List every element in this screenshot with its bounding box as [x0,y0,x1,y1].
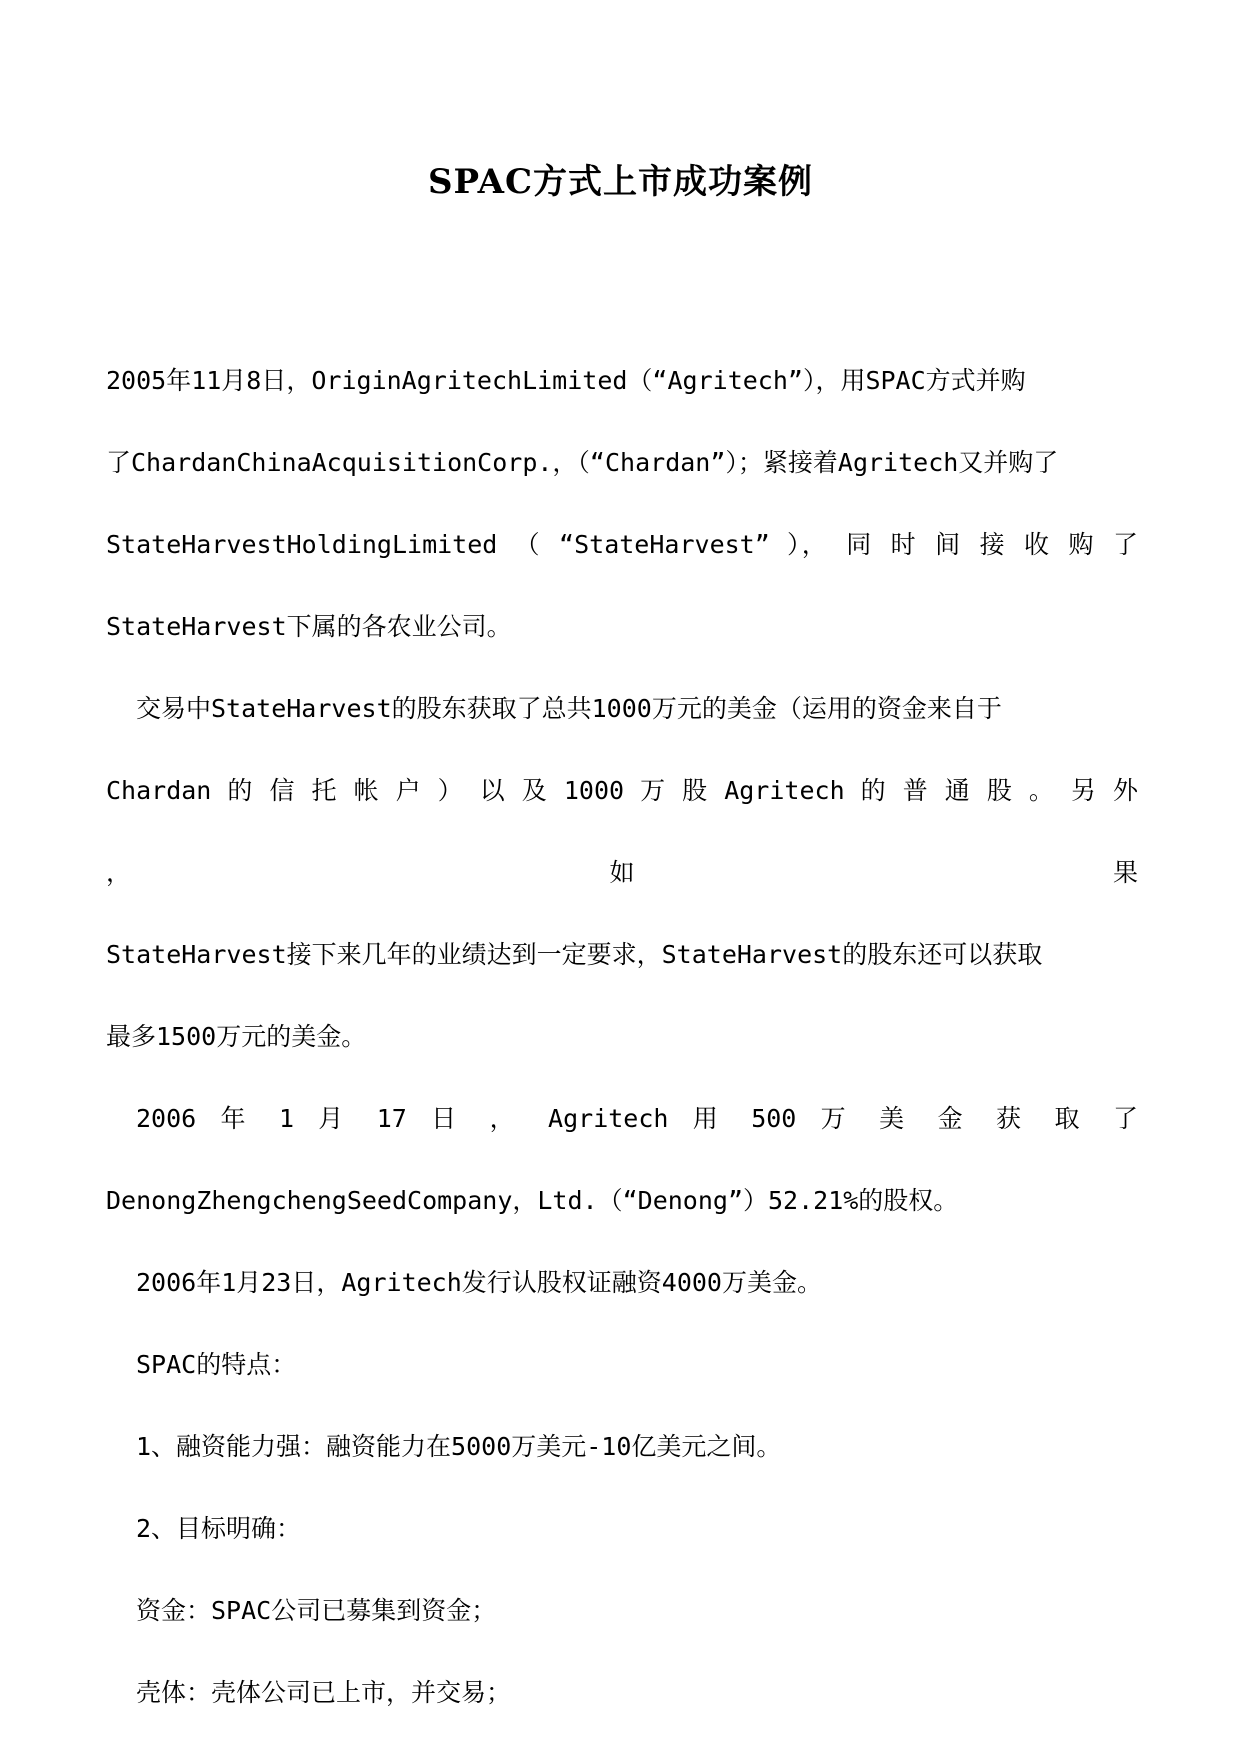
text-line: 交易中StateHarvest的股东获取了总共1000万元的美金（运用的资金来自于 [136,694,1002,723]
text-line: StateHarvestHoldingLimited （ “StateHarvest” ）， 同 时 间 接 收 购 了 [106,530,1138,559]
text-line: 2、目标明确： [136,1514,302,1543]
paragraph-denong [106,1078,1138,1242]
paragraph-agritech-merger [106,340,1138,668]
text-line: StateHarvest接下来几年的业绩达到一定要求，StateHarvest的股东还可以获取 [106,940,1043,969]
paragraph-funds [106,1570,1138,1652]
paragraph-spac-features-heading [106,1324,1138,1406]
text-line: 了ChardanChinaAcquisitionCorp.，（“Chardan”）；紧接着Agritech又并购了 [106,448,1059,477]
text-line: 壳体：壳体公司已上市，并交易； [136,1678,512,1707]
text-line: 最多1500万元的美金。 [106,1022,367,1051]
paragraph-feature-1 [106,1406,1138,1488]
paragraph-transaction [106,668,1138,1078]
paragraph-shell [106,1652,1138,1734]
document-body [106,340,1138,1734]
text-line: StateHarvest下属的各农业公司。 [106,612,512,641]
text-line: Chardan 的 信 托 帐 户 ） 以 及 1000 万 股 Agritech 的 普 通 股 。 另 外 ， 如 果 [106,776,1138,887]
text-line: 2006年1月23日，Agritech发行认股权证融资4000万美金。 [136,1268,822,1297]
text-line: 资金：SPAC公司已募集到资金； [136,1596,497,1625]
text-line: 1、融资能力强：融资能力在5000万美元-10亿美元之间。 [136,1432,782,1461]
text-line: SPAC的特点： [136,1350,297,1379]
text-line: 2005年11月8日，OriginAgritechLimited（“Agritech”），用SPAC方式并购 [106,366,1026,395]
text-line: 2006 年 1 月 17 日 ， Agritech 用 500 万 美 金 获 取 了 [136,1104,1138,1133]
text-line: DenongZhengchengSeedCompany，Ltd.（“Denong”）52.21%的股权。 [106,1186,959,1215]
document-title: SPAC方式上市成功案例 [427,162,814,202]
paragraph-feature-2 [106,1488,1138,1570]
paragraph-warrant [106,1242,1138,1324]
